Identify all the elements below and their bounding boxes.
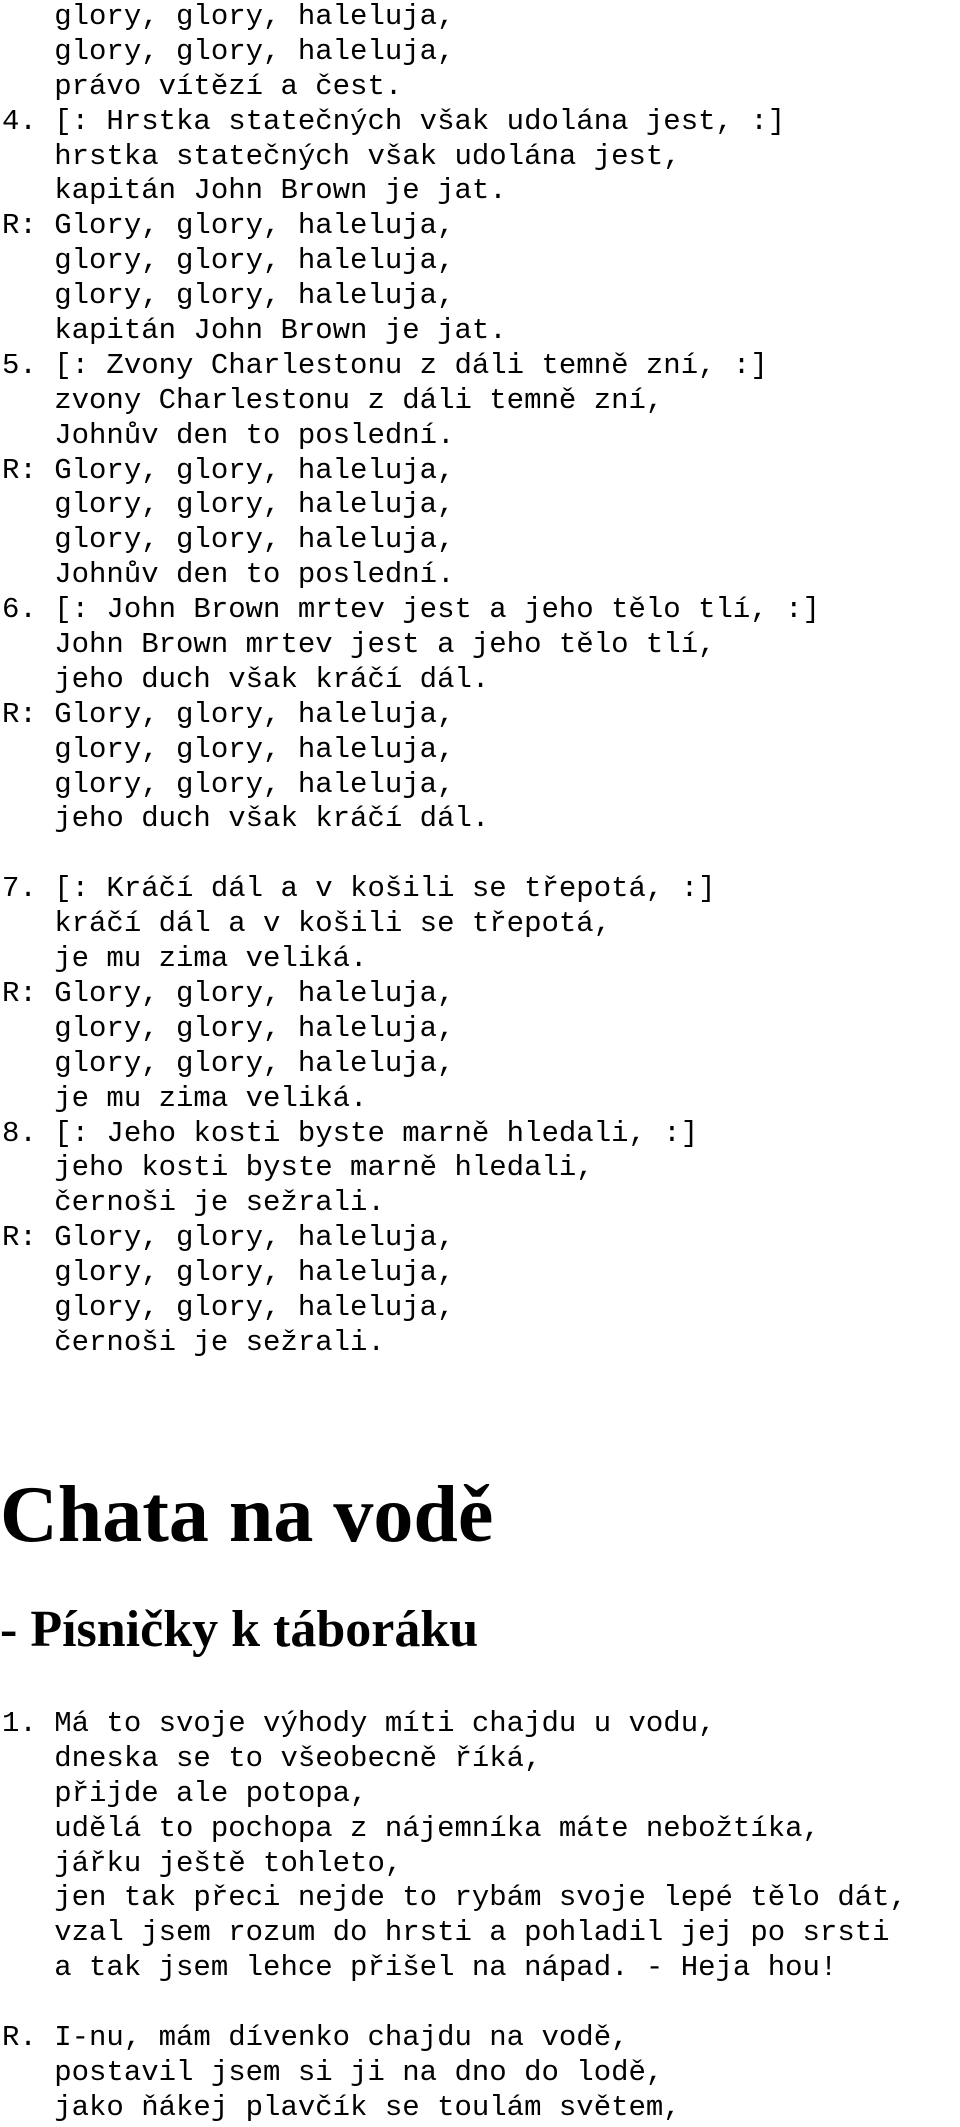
lyric-line: jen tak přeci nejde to rybám svoje lepé tělo dát, xyxy=(2,1881,907,1915)
song-title: Chata na vodě xyxy=(0,1471,494,1559)
song-john-brown-lyrics xyxy=(2,0,820,1361)
lyric-line: je mu zima veliká. xyxy=(2,942,368,976)
lyric-line: a tak jsem lehce přišel na nápad. - Heja hou! xyxy=(2,1951,838,1985)
song-subtitle: - Písničky k táboráku xyxy=(0,1601,479,1658)
lyric-line: 6. [: John Brown mrtev jest a jeho tělo tlí, :] xyxy=(2,593,820,627)
lyric-line: 4. [: Hrstka statečných však udolána jest, :] xyxy=(2,104,786,138)
lyric-line: postavil jsem si ji na dno do lodě, xyxy=(2,2055,664,2089)
lyric-line: glory, glory, haleluja, xyxy=(2,488,455,522)
lyric-line: zvony Charlestonu z dáli temně zní, xyxy=(2,383,664,417)
lyric-line: glory, glory, haleluja, xyxy=(2,0,455,33)
lyric-line: 5. [: Zvony Charlestonu z dáli temně zní, :] xyxy=(2,348,768,382)
lyric-line: R: Glory, glory, haleluja, xyxy=(2,453,455,487)
lyric-line: jeho kosti byste marně hledali, xyxy=(2,1151,594,1185)
lyric-line: dneska se to všeobecně říká, xyxy=(2,1741,542,1775)
lyric-line: jářku ještě tohleto, xyxy=(2,1846,403,1880)
lyric-line: vzal jsem rozum do hrsti a pohladil jej po srsti xyxy=(2,1916,890,1950)
lyric-line: glory, glory, haleluja, xyxy=(2,1011,455,1045)
lyric-line: kráčí dál a v košili se třepotá, xyxy=(2,907,612,941)
lyric-line: glory, glory, haleluja, xyxy=(2,279,455,313)
lyric-line: 1. Má to svoje výhody míti chajdu u vodu, xyxy=(2,1707,716,1740)
lyric-line: glory, glory, haleluja, xyxy=(2,1290,455,1324)
lyric-line: glory, glory, haleluja, xyxy=(2,523,455,557)
lyric-line: R: Glory, glory, haleluja, xyxy=(2,1221,455,1255)
lyric-line: glory, glory, haleluja, xyxy=(2,767,455,801)
lyric-line: právo vítězí a čest. xyxy=(2,69,403,103)
lyric-line: jako ňákej plavčík se toulám světem, xyxy=(2,2090,681,2124)
lyric-line: John Brown mrtev jest a jeho tělo tlí, xyxy=(2,628,716,662)
lyric-line: glory, glory, haleluja, xyxy=(2,1256,455,1290)
lyric-line: glory, glory, haleluja, xyxy=(2,1046,455,1080)
lyric-line: jeho duch však kráčí dál. xyxy=(2,662,490,696)
lyric-line: jeho duch však kráčí dál. xyxy=(2,802,490,836)
lyric-line: glory, glory, haleluja, xyxy=(2,732,455,766)
lyric-line: R. I-nu, mám dívenko chajdu na vodě, xyxy=(2,2021,629,2055)
stanza-gap xyxy=(2,837,820,872)
lyric-line: udělá to pochopa z nájemníka máte nebožtíka, xyxy=(2,1811,820,1845)
lyric-line: 7. [: Kráčí dál a v košili se třepotá, :] xyxy=(2,872,716,906)
lyric-line: kapitán John Brown je jat. xyxy=(2,174,507,208)
lyric-line: černoši je sežrali. xyxy=(2,1325,385,1359)
lyric-line: glory, glory, haleluja, xyxy=(2,244,455,278)
lyric-line: kapitán John Brown je jat. xyxy=(2,314,507,348)
lyric-line: R: Glory, glory, haleluja, xyxy=(2,209,455,243)
lyric-line: je mu zima veliká. xyxy=(2,1081,368,1115)
lyric-line: Johnův den to poslední. xyxy=(2,558,455,592)
lyric-line: glory, glory, haleluja, xyxy=(2,34,455,68)
lyric-line: 8. [: Jeho kosti byste marně hledali, :] xyxy=(2,1116,699,1150)
lyric-line: hrstka statečných však udolána jest, xyxy=(2,139,681,173)
lyric-line: černoši je sežrali. xyxy=(2,1186,385,1220)
lyric-line: Johnův den to poslední. xyxy=(2,418,455,452)
song-chata-na-vode-lyrics xyxy=(2,1707,907,2126)
lyric-line: R: Glory, glory, haleluja, xyxy=(2,697,455,731)
stanza-gap xyxy=(2,1986,907,2021)
lyric-line: přijde ale potopa, xyxy=(2,1776,368,1810)
lyric-line: R: Glory, glory, haleluja, xyxy=(2,976,455,1010)
